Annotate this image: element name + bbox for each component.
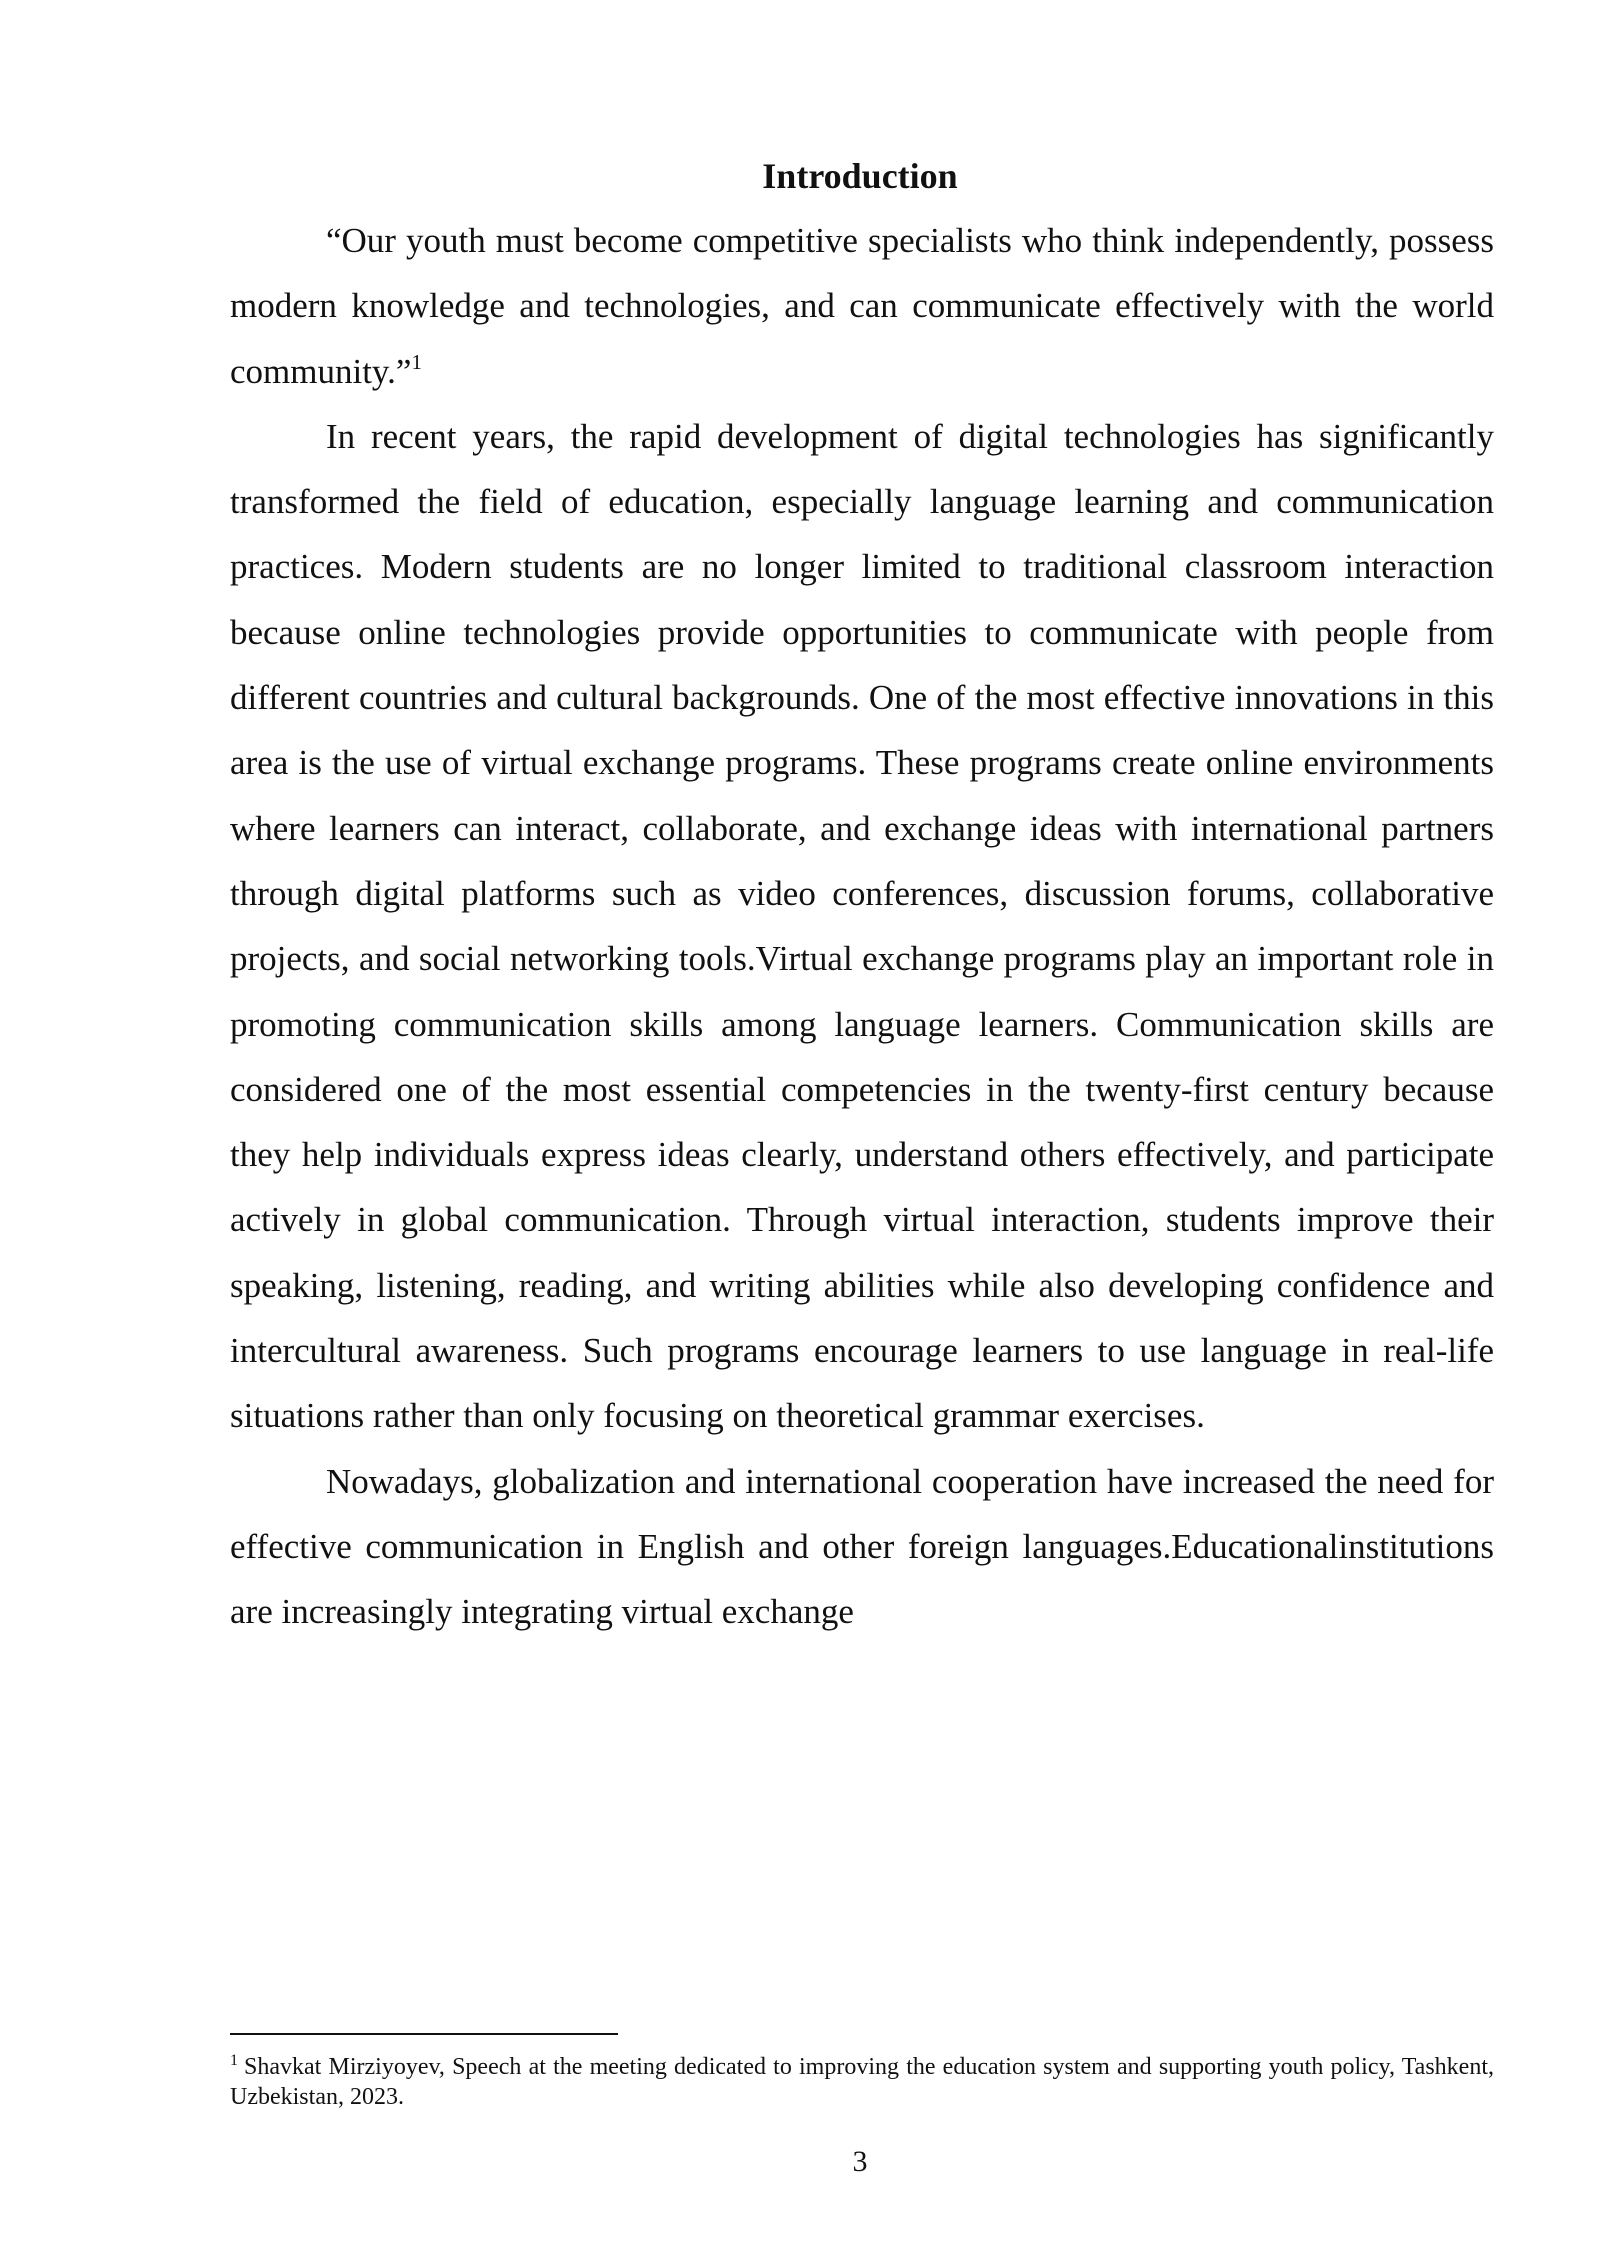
quote-paragraph (230, 208, 1494, 404)
footnote (230, 2052, 1494, 2112)
section-title: Introduction (762, 156, 958, 196)
page-number: 3 (852, 2145, 868, 2178)
footnote-reference[interactable]: 1 (411, 349, 422, 374)
body-paragraph: Nowadays, globalization and international cooperation have increased the need for effective communication in English and other foreign languages.Educationalinstitutions are increasingly integrating virtual exchange (230, 1461, 1494, 1632)
body-text (230, 208, 1494, 1645)
footnote-number: 1 (230, 2052, 238, 2069)
footnote-text: Shavkat Mirziyoyev, Speech at the meeting dedicated to improving the education system and supporting youth policy, Tashkent, Uzbekistan, 2023. (230, 2054, 1494, 2110)
quote-text: “Our youth must become competitive specialists who think independently, possess modern knowledge and technologies, and can communicate effectively with the world community.” (230, 221, 1494, 391)
footnote-separator (230, 2033, 618, 2035)
body-paragraph: In recent years, the rapid development of digital technologies has significantly transformed the field of education, especially language learning and communication practices. Modern students are no longer limited to traditional classroom interaction because online technologies provide opportunities to communicate with people from different countries and cultural backgrounds. One of the most effective innovations in this area is the use of virtual exchange programs. These programs create online environments where learners can interact, collaborate, and exchange ideas with international partners through digital platforms such as video conferences, discussion forums, collaborative projects, and social networking tools.Virtual exchange programs play an important role in promoting communication skills among language learners. Communication skills are considered one of the most essential competencies in the twenty-first century because they help individuals express ideas clearly, understand others effectively, and participate actively in global communication. Through virtual interaction, students improve their speaking, listening, reading, and writing abilities while also developing confidence and intercultural awareness. Such programs encourage learners to use language in real-life situations rather than only focusing on theoretical grammar exercises. (230, 416, 1494, 1436)
